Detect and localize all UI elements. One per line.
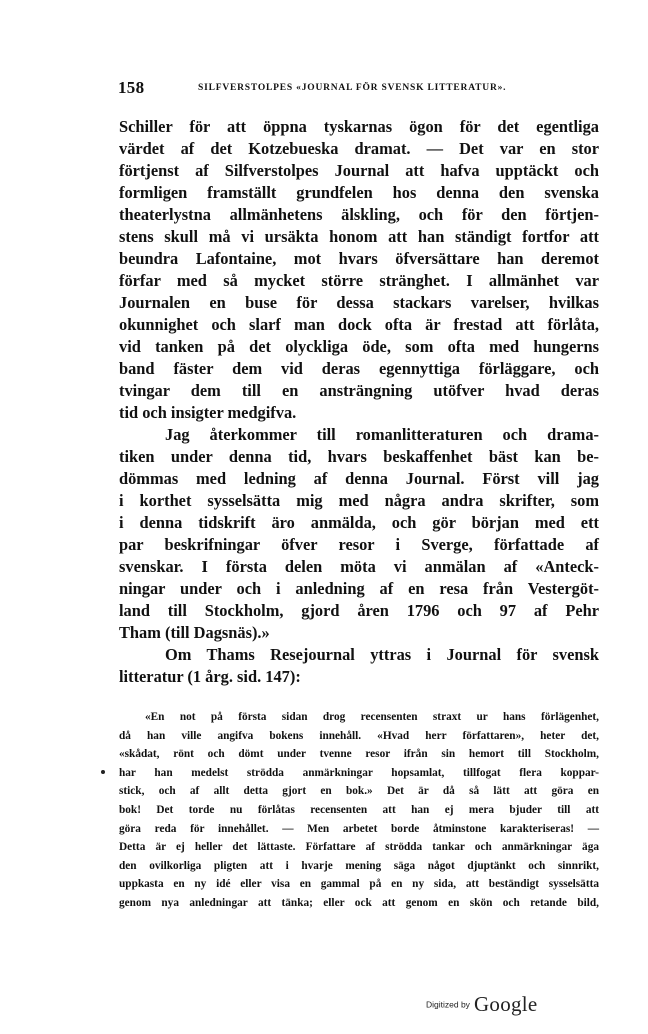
quote-line: «skådat, rönt och dömt under tvenne resor ifrån sin hemort till Stockholm, (119, 748, 599, 761)
body-line: Om Thams Resejournal yttras i Journal för svensk (165, 645, 599, 664)
body-line: värdet af det Kotzebueska dramat. — Det var en stor (119, 139, 599, 158)
body-line: tvingar dem till en ansträngning utöfver hvad deras (119, 381, 599, 400)
quote-line: «En not på första sidan drog recensenten straxt ur hans förlägenhet, (145, 711, 599, 723)
running-head (118, 78, 598, 98)
margin-dot-mark (101, 770, 105, 774)
body-line: formligen framställt grundfelen hos denna den svenska (119, 183, 599, 202)
body-line: i denna tidskrift äro anmälda, och gör början med ett (119, 513, 599, 532)
body-line: Tham (till Dagsnäs).» (119, 623, 270, 642)
quote-line: bok! Det torde nu förlåtas recensenten att han ej mera bjuder till att (119, 803, 599, 816)
running-title: SILFVERSTOLPES «JOURNAL FÖR SVENSK LITTERATUR». (198, 83, 507, 93)
quote-line: uppkasta en ny idé eller visa en gammal på en ny sida, att beständigt sysselsätta (119, 878, 599, 891)
quote-line: stick, och af allt detta gjort en bok.» Det är då så lätt att göra en (119, 785, 599, 798)
body-line: ningar under och i anledning af en resa från Vestergöt- (119, 579, 599, 598)
body-line: okunnighet och slarf man dock ofta är frestad att förlåta, (119, 315, 599, 334)
google-logo: Google (473, 992, 538, 1016)
body-line: i korthet sysselsätta mig med några andra skrifter, som (119, 491, 599, 510)
body-line: förtjenst af Silfverstolpes Journal att hafva upptäckt och (119, 161, 599, 180)
body-line: förfar med så mycket större stränghet. I allmänhet var (119, 271, 599, 290)
quote-line: genom nya anledningar att tänka; eller ock att genom en skön och retande bild, (119, 896, 599, 909)
body-line: Journalen en buse för dessa stackars varelser, hvilkas (119, 293, 599, 312)
body-line: land till Stockholm, gjord åren 1796 och 97 af Pehr (119, 601, 599, 620)
body-line: svenskar. I första delen möta vi anmälan af «Anteck- (119, 557, 599, 576)
body-line: tiken under denna tid, hvars beskaffenhet bäst kan be- (119, 447, 599, 466)
body-line: band fäster dem vid deras egennyttiga förläggare, och (119, 359, 599, 378)
body-line: beundra Lafontaine, mot hvars öfversättare han deremot (119, 249, 599, 268)
quote-line: då han ville angifva bokens innehåll. «Hvad herr författaren», heter det, (119, 729, 599, 742)
body-text (119, 116, 599, 688)
body-line: tid och insigter medgifva. (119, 403, 297, 422)
quote-line: har han medelst strödda anmärkningar hopsamlat, tillfogat flera koppar- (119, 766, 599, 779)
body-line: Jag återkommer till romanlitteraturen och drama- (165, 425, 599, 444)
body-line: Schiller för att öppna tyskarnas ögon för det egentliga (119, 117, 599, 136)
digitized-label: Digitized by (426, 999, 470, 1010)
body-line: stens skull må vi ursäkta honom att han ständigt fortfor att (119, 227, 599, 246)
digitized-by-watermark (426, 992, 538, 1017)
quote-line: göra reda för innehållet. — Men arbetet borde åtminstone karakteriseras! — (119, 822, 599, 835)
block-quote (119, 708, 599, 913)
quote-line: den ovilkorliga pligten att i hvarje mening säga något djuptänkt och sinnrikt, (119, 859, 599, 872)
page-number: 158 (118, 78, 145, 97)
quote-line: Detta är ej heller det lättaste. Författare af strödda tankar och anmärkningar äga (119, 841, 599, 854)
body-line: par beskrifningar öfver resor i Sverge, författade af (119, 535, 599, 554)
body-line: vid tanken på det olyckliga öde, som ofta med hungerns (119, 337, 599, 356)
body-line: theaterlystna allmänhetens älskling, och för den förtjen- (119, 205, 599, 224)
body-line: dömmas med ledning af denna Journal. Först vill jag (119, 469, 599, 488)
body-line: litteratur (1 årg. sid. 147): (119, 667, 301, 686)
